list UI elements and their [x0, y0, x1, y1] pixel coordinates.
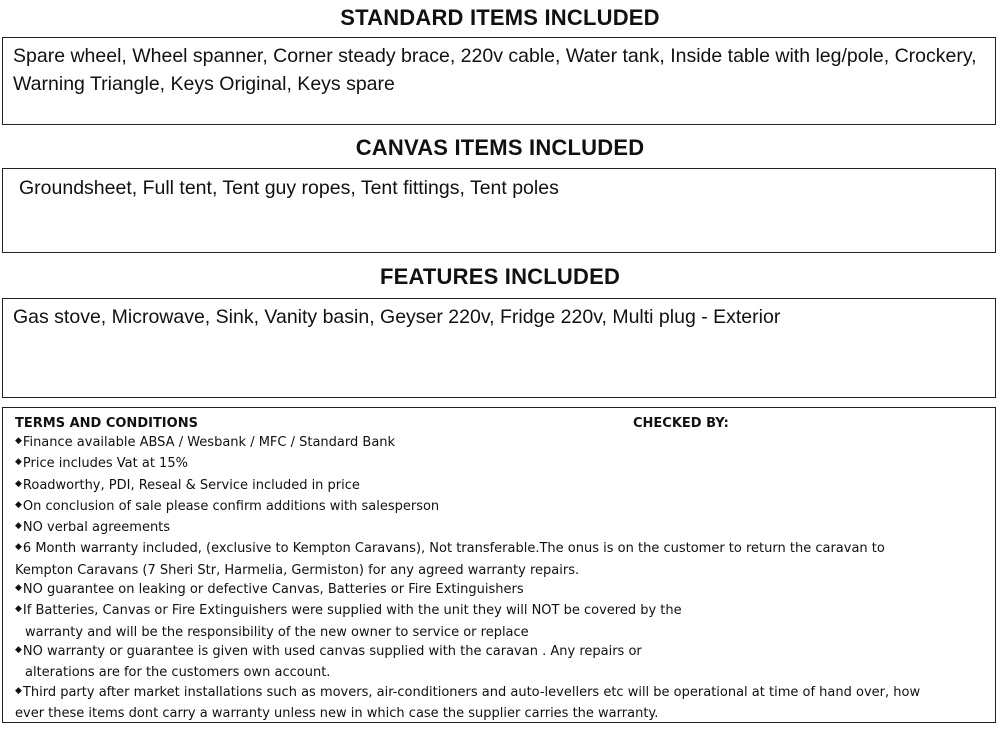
terms-item	[15, 454, 985, 475]
canvas-items-text: Groundsheet, Full tent, Tent guy ropes, Tent fittings, Tent poles	[19, 177, 559, 199]
bullet-icon: ◆	[15, 644, 22, 655]
bullet-icon: ◆	[15, 457, 22, 468]
standard-items-text: Spare wheel, Wheel spanner, Corner steady brace, 220v cable, Water tank, Inside table with leg/pole, Crockery, Warning Triangle, Keys Original, Keys spare	[13, 45, 977, 95]
terms-item-continuation: alterations are for the customers own account.	[25, 665, 331, 681]
bullet-icon: ◆	[15, 604, 22, 615]
checked-by-label: CHECKED BY:	[633, 416, 729, 431]
terms-item-text: NO guarantee on leaking or defective Canvas, Batteries or Fire Extinguishers	[22, 582, 524, 598]
standard-items-heading: STANDARD ITEMS INCLUDED	[340, 5, 660, 30]
terms-item-text: NO warranty or guarantee is given with used canvas supplied with the caravan . Any repairs or	[22, 643, 642, 659]
bullet-icon: ◆	[15, 436, 22, 446]
terms-item	[15, 518, 985, 539]
canvas-items-box	[2, 168, 996, 253]
terms-title: TERMS AND CONDITIONS	[15, 416, 198, 431]
bullet-icon: ◆	[15, 478, 22, 489]
terms-item	[15, 497, 985, 518]
terms-item-text: If Batteries, Canvas or Fire Extinguishers were supplied with the unit they will NOT be covered by the	[22, 603, 682, 619]
terms-item-text: Third party after market installations such as movers, air-conditioners and auto-levellers etc will be operational at time of hand over, how	[22, 684, 921, 700]
terms-item-continuation: warranty and will be the responsibility of the new owner to service or replace	[25, 624, 529, 640]
terms-item	[15, 580, 985, 601]
terms-box	[2, 407, 996, 723]
terms-item-text: Finance available ABSA / Wesbank / MFC / Standard Bank	[22, 435, 396, 450]
terms-item	[15, 433, 985, 454]
bullet-icon: ◆	[15, 583, 22, 594]
terms-item	[15, 476, 985, 497]
bullet-icon: ◆	[15, 499, 22, 510]
terms-item	[15, 601, 985, 642]
terms-item-continuation: ever these items dont carry a warranty unless new in which case the supplier carries the warranty.	[15, 705, 659, 721]
terms-item-text: On conclusion of sale please confirm additions with salesperson	[22, 498, 440, 514]
standard-items-box	[2, 37, 996, 125]
terms-item-continuation: Kempton Caravans (7 Sheri Str, Harmelia, Germiston) for any agreed warranty repairs.	[15, 562, 580, 578]
terms-item-text: Price includes Vat at 15%	[22, 456, 188, 472]
bullet-icon: ◆	[15, 521, 22, 532]
terms-header	[15, 414, 985, 433]
canvas-items-heading: CANVAS ITEMS INCLUDED	[355, 135, 645, 160]
terms-item	[15, 683, 985, 724]
terms-item-text: Roadworthy, PDI, Reseal & Service included in price	[22, 477, 360, 493]
features-box	[2, 298, 996, 398]
terms-list	[15, 433, 985, 723]
terms-item	[15, 539, 985, 580]
terms-item-text: NO verbal agreements	[22, 520, 171, 536]
features-text: Gas stove, Microwave, Sink, Vanity basin, Geyser 220v, Fridge 220v, Multi plug - Exterior	[13, 306, 781, 328]
bullet-icon: ◆	[15, 685, 22, 696]
terms-item	[15, 642, 985, 683]
bullet-icon: ◆	[15, 542, 22, 553]
terms-item-text: 6 Month warranty included, (exclusive to Kempton Caravans), Not transferable.The onus is on the customer to return the caravan to	[22, 541, 885, 557]
features-heading: FEATURES INCLUDED	[379, 264, 621, 289]
